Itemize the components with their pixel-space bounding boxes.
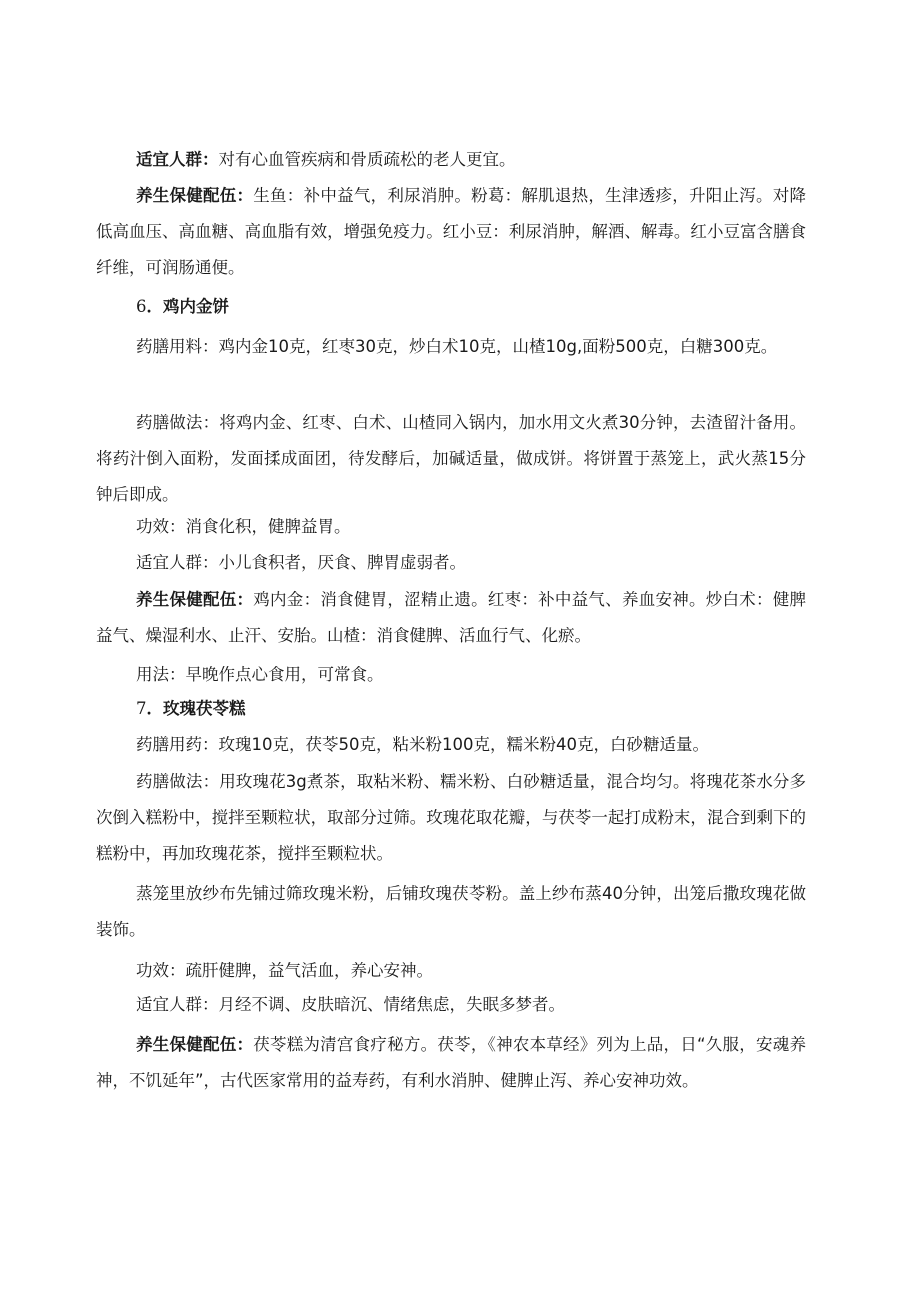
text: 鸡内金：消食健胃，涩精止遗。红枣：补中益气、养血安神。炒白术：健脾益气、燥湿利水、止汗、安胎。山楂：消食健脾、活血行气、化瘀。 xyxy=(96,590,807,645)
section-heading-7 xyxy=(96,691,806,727)
label: 养生保健配伍： xyxy=(136,186,254,205)
text: 对有心血管疾病和骨质疏松的老人更宜。 xyxy=(218,150,516,169)
paragraph-health-compatibility-6 xyxy=(96,582,806,654)
section-number: 7 xyxy=(136,699,147,718)
section-title: ．鸡内金饼 xyxy=(146,297,229,316)
paragraph-suitable-group-6: 适宜人群：小儿食积者，厌食、脾胃虚弱者。 xyxy=(136,553,466,572)
paragraph-suitable-group-1 xyxy=(96,142,806,178)
text: 茯苓糕为清宫食疗秘方。茯苓，《神农本草经》列为上品，日“久服，安魂养神，不饥延年”，古代医家常用的益寿药，有利水消肿、健脾止泻、养心安神功效。 xyxy=(96,1035,806,1090)
paragraph-effect-6: 功效：消食化积，健脾益胃。 xyxy=(136,517,351,536)
paragraph-method-6: 药膳做法：将鸡内金、红枣、白术、山楂同入锅内，加水用文火煮30分钟，去渣留汁备用。将药汁倒入面粉，发面揉成面团，待发酵后，加碱适量，做成饼。将饼置于蒸笼上，武火蒸15分钟后即成。 xyxy=(96,413,806,504)
paragraph-suitable-group-7: 适宜人群：月经不调、皮肤暗沉、情绪焦虑，失眠多梦者。 xyxy=(136,995,565,1014)
label: 养生保健配伍： xyxy=(136,1035,254,1054)
section-heading-6 xyxy=(96,289,806,325)
label: 养生保健配伍： xyxy=(136,590,254,609)
paragraph-ingredients-6: 药膳用料：鸡内金10克，红枣30克，炒白术10克，山楂10g,面粉500克，白糖300克。 xyxy=(136,337,778,356)
paragraph-health-compatibility-1 xyxy=(96,178,806,286)
label: 适宜人群： xyxy=(136,150,219,169)
section-title: ．玫瑰茯苓糕 xyxy=(146,699,246,718)
paragraph-ingredients-7: 药膳用药：玫瑰10克，茯苓50克，粘米粉100克，糯米粉40克，白砂糖适量。 xyxy=(136,735,709,754)
text: 生鱼：补中益气，利尿消肿。粉葛：解肌退热，生津透疹，升阳止泻。对降低高血压、高血糖、高血脂有效，增强免疫力。红小豆：利尿消肿，解酒、解毒。红小豆富含膳食纤维，可润肠通便。 xyxy=(96,186,807,277)
paragraph-method-7: 药膳做法：用玫瑰花3g煮茶，取粘米粉、糯米粉、白砂糖适量，混合均匀。将瑰花茶水分多次倒入糕粉中，搅拌至颗粒状，取部分过筛。玫瑰花取花瓣，与茯苓一起打成粉末，混合到剩下的糕粉中，再加玫瑰花茶，搅拌至颗粒状。 xyxy=(96,772,806,863)
paragraph-usage-6: 用法：早晚作点心食用，可常食。 xyxy=(136,665,384,684)
paragraph-health-compatibility-7 xyxy=(96,1027,806,1099)
paragraph-effect-7: 功效：疏肝健脾，益气活血，养心安神。 xyxy=(136,961,433,980)
paragraph-steaming-7: 蒸笼里放纱布先铺过筛玫瑰米粉，后铺玫瑰茯苓粉。盖上纱布蒸40分钟，出笼后撒玫瑰花做装饰。 xyxy=(96,884,806,939)
section-number: 6 xyxy=(136,297,147,316)
